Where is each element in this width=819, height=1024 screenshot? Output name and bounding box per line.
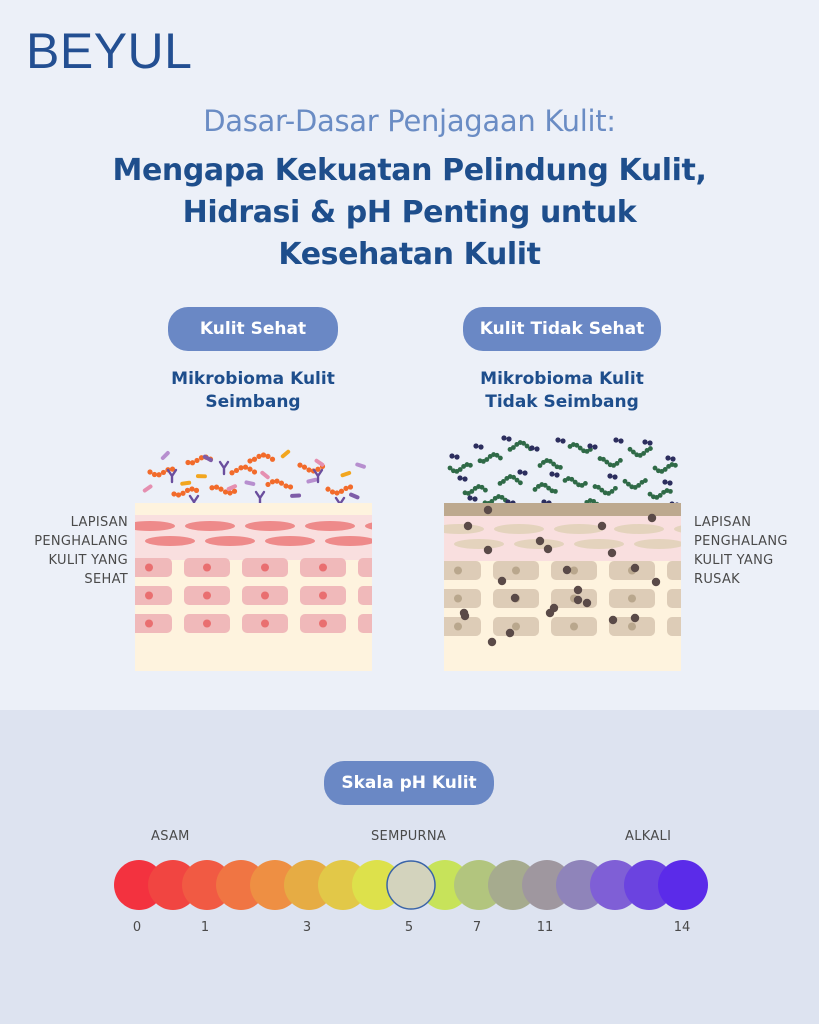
cell-nucleus: [319, 620, 327, 628]
bacteria-rod: [340, 470, 352, 477]
alkaline-label: ALKALI: [625, 829, 672, 844]
bacteria-dot: [472, 496, 477, 501]
healthy-microbiome-label: [123, 368, 383, 414]
ph-tick: 14: [673, 920, 691, 935]
bacteria-dot: [315, 467, 320, 472]
damage-particle: [544, 545, 552, 553]
bacteria-dot: [339, 489, 344, 494]
bacteria-dot: [449, 453, 454, 458]
bacteria-dot: [529, 445, 534, 450]
damage-particle: [563, 566, 571, 574]
bacteria-dot: [457, 475, 462, 480]
bacteria-dot: [670, 456, 675, 461]
bacteria-dot: [534, 446, 539, 451]
bacteria-dot: [587, 443, 592, 448]
bacteria-dot: [583, 481, 588, 486]
barrier-cell: [494, 524, 544, 534]
label-line: LAPISAN: [694, 515, 752, 530]
cell-nucleus: [454, 567, 462, 575]
damage-particle: [608, 549, 616, 557]
bacteria-dot: [214, 485, 219, 490]
healthy-skin-illustration: [130, 440, 380, 675]
barrier-layer: [444, 516, 681, 561]
damage-particle: [498, 577, 506, 585]
bacteria-dot: [189, 486, 194, 491]
bacteria-rod: [280, 449, 291, 459]
label-line: RUSAK: [694, 572, 740, 587]
bacteria-dot: [152, 472, 157, 477]
cell-nucleus: [454, 595, 462, 603]
bacteria-dot: [209, 485, 214, 490]
label-line: Mikrobioma Kulit: [480, 369, 644, 389]
skin-cell: [667, 589, 685, 608]
bacteria-dot: [667, 480, 672, 485]
damage-particle: [648, 514, 656, 522]
skin-cell: [667, 561, 685, 580]
bacteria-dot: [618, 438, 623, 443]
cell-nucleus: [145, 592, 153, 600]
title-line: Kesehatan Kulit: [278, 237, 541, 272]
bacteria-dot: [185, 460, 190, 465]
bacteria-dot: [247, 458, 252, 463]
bacteria-dot: [194, 458, 199, 463]
healthy-microbiome-bacteria: [142, 449, 366, 510]
bacteria-dot: [161, 470, 166, 475]
ph-tick: 1: [200, 920, 210, 935]
bacteria-dot: [558, 465, 563, 470]
bacteria-dot: [549, 471, 554, 476]
bacteria-dot: [325, 487, 330, 492]
bacteria-rod: [348, 492, 360, 500]
bacteria-dot: [662, 479, 667, 484]
page-title: [60, 150, 759, 276]
damage-particle: [484, 546, 492, 554]
cell-nucleus: [628, 595, 636, 603]
cell-nucleus: [377, 620, 380, 628]
bacteria-dot: [297, 463, 302, 468]
damage-particle: [464, 522, 472, 530]
bacteria-dot: [473, 443, 478, 448]
bacteria-dot: [467, 495, 472, 500]
damage-particle: [609, 616, 617, 624]
damaged-top-layer: [444, 503, 681, 516]
ph-perfect-dot: [387, 861, 435, 909]
ph-color-scale: [105, 855, 715, 917]
damage-particle: [631, 614, 639, 622]
bacteria-dot: [330, 489, 335, 494]
ph-tick: 3: [302, 920, 312, 935]
bacteria-dot: [613, 437, 618, 442]
skin-cell: [358, 586, 380, 605]
label-line: SEHAT: [84, 572, 128, 587]
bacteria-dot: [229, 470, 234, 475]
bacteria-rod: [306, 477, 318, 484]
label-line: KULIT YANG: [694, 553, 774, 568]
bacteria-dot: [252, 469, 257, 474]
bacteria-dot: [334, 490, 339, 495]
healthy-barrier-label: [20, 513, 128, 589]
bacteria-dot: [673, 463, 678, 468]
bacteria-dot: [518, 480, 523, 485]
brand-logo: BEYUL: [26, 23, 193, 79]
bacteria-dot: [592, 444, 597, 449]
bacteria-dot: [648, 446, 653, 451]
ph-tick: 11: [536, 920, 554, 935]
bacteria-dot: [147, 469, 152, 474]
label-line: PENGHALANG: [34, 534, 128, 549]
bacteria-dot: [227, 490, 232, 495]
bacteria-dot: [302, 465, 307, 470]
label-line: PENGHALANG: [694, 534, 788, 549]
bacteria-dot: [265, 482, 270, 487]
bacteria-dot: [190, 460, 195, 465]
bacteria-dot: [501, 435, 506, 440]
perfect-label: SEMPURNA: [371, 829, 447, 844]
damage-particle: [631, 564, 639, 572]
antibody-shape: [168, 470, 176, 482]
barrier-cell: [265, 536, 315, 546]
acid-label: ASAM: [151, 829, 190, 844]
bacteria-dot: [156, 472, 161, 477]
unhealthy-microbiome-label: [432, 368, 692, 414]
cell-nucleus: [570, 567, 578, 575]
cell-nucleus: [512, 623, 520, 631]
bacteria-dot: [218, 487, 223, 492]
bacteria-dot: [256, 454, 261, 459]
bacteria-dot: [506, 436, 511, 441]
antibody-shape: [220, 462, 228, 474]
damage-particle: [546, 609, 554, 617]
bacteria-dot: [194, 488, 199, 493]
bacteria-dot: [517, 469, 522, 474]
bacteria-rod: [314, 458, 325, 467]
cell-nucleus: [512, 567, 520, 575]
barrier-cell: [574, 539, 624, 549]
barrier-cell: [245, 521, 295, 531]
ph-tick: 5: [404, 920, 414, 935]
bacteria-dot: [288, 484, 293, 489]
ph-color-dot: [658, 860, 708, 910]
bacteria-dot: [607, 473, 612, 478]
damage-particle: [484, 506, 492, 514]
bacteria-rod: [196, 474, 207, 478]
damage-particle: [536, 537, 544, 545]
cell-nucleus: [203, 592, 211, 600]
ph-tick: 7: [472, 920, 482, 935]
cell-nucleus: [261, 620, 269, 628]
cell-nucleus: [319, 592, 327, 600]
barrier-cell: [325, 536, 375, 546]
damage-particle: [574, 586, 582, 594]
skin-cell: [358, 614, 380, 633]
bacteria-dot: [462, 476, 467, 481]
barrier-cell: [554, 524, 604, 534]
cell-nucleus: [145, 564, 153, 572]
damage-particle: [583, 599, 591, 607]
bacteria-dot: [274, 479, 279, 484]
cell-nucleus: [203, 620, 211, 628]
bacteria-rod: [160, 450, 171, 461]
bacteria-rod: [142, 484, 153, 494]
damage-particle: [488, 638, 496, 646]
bacteria-dot: [560, 438, 565, 443]
cell-nucleus: [570, 623, 578, 631]
ph-tick: 0: [132, 920, 142, 935]
skin-cell: [358, 558, 380, 577]
cell-nucleus: [454, 623, 462, 631]
bacteria-rod: [244, 480, 256, 486]
cell-nucleus: [261, 564, 269, 572]
bacteria-dot: [185, 488, 190, 493]
bacteria-dot: [238, 465, 243, 470]
bacteria-dot: [613, 486, 618, 491]
unhealthy-microbiome-bacteria: [448, 435, 680, 513]
bacteria-dot: [234, 468, 239, 473]
bacteria-rod: [180, 480, 191, 485]
bacteria-dot: [498, 456, 503, 461]
bacteria-dot: [261, 452, 266, 457]
unhealthy-skin-illustration: [440, 428, 685, 675]
bacteria-dot: [265, 454, 270, 459]
cell-nucleus: [377, 592, 380, 600]
damage-particle: [574, 596, 582, 604]
bacteria-dot: [555, 437, 560, 442]
bacteria-dot: [647, 440, 652, 445]
cell-nucleus: [145, 620, 153, 628]
bacteria-dot: [243, 465, 248, 470]
bacteria-dot: [171, 491, 176, 496]
barrier-cell: [614, 524, 664, 534]
bacteria-dot: [180, 491, 185, 496]
label-line: Seimbang: [205, 392, 301, 412]
bacteria-dot: [252, 457, 257, 462]
bacteria-dot: [483, 488, 488, 493]
bacteria-dot: [247, 467, 252, 472]
cell-nucleus: [377, 564, 380, 572]
bacteria-dot: [176, 492, 181, 497]
unhealthy-barrier-label: [694, 513, 804, 589]
page-subtitle: Dasar-Dasar Penjagaan Kulit:: [203, 104, 616, 138]
bacteria-dot: [270, 479, 275, 484]
bacteria-dot: [454, 454, 459, 459]
damage-particle: [506, 629, 514, 637]
cell-nucleus: [261, 592, 269, 600]
bacteria-rod: [259, 470, 270, 480]
title-line: Mengapa Kekuatan Pelindung Kulit,: [112, 153, 707, 188]
cell-nucleus: [203, 564, 211, 572]
barrier-cell: [185, 521, 235, 531]
barrier-cell: [305, 521, 355, 531]
cell-nucleus: [319, 564, 327, 572]
antibody-shape: [256, 492, 264, 504]
bacteria-dot: [232, 489, 237, 494]
label-line: LAPISAN: [70, 515, 128, 530]
unhealthy-skin-badge: Kulit Tidak Sehat: [463, 307, 661, 351]
bacteria-dot: [618, 458, 623, 463]
bacteria-rod: [355, 462, 367, 469]
label-line: KULIT YANG: [48, 553, 128, 568]
bacteria-dot: [343, 486, 348, 491]
bacteria-dot: [306, 467, 311, 472]
ph-scale-badge: Skala pH Kulit: [324, 761, 494, 805]
bacteria-dot: [612, 474, 617, 479]
damage-particle: [511, 594, 519, 602]
damage-particle: [461, 612, 469, 620]
skin-cell: [667, 617, 685, 636]
bacteria-dot: [279, 481, 284, 486]
barrier-cell: [634, 539, 684, 549]
bacteria-dot: [554, 472, 559, 477]
bacteria-dot: [283, 483, 288, 488]
bacteria-dot: [553, 489, 558, 494]
barrier-cell: [454, 539, 504, 549]
bacteria-dot: [348, 484, 353, 489]
title-line: Hidrasi & pH Penting untuk: [182, 195, 637, 230]
bacteria-dot: [643, 478, 648, 483]
bacteria-dot: [478, 444, 483, 449]
damage-particle: [652, 578, 660, 586]
barrier-cell: [205, 536, 255, 546]
bacteria-dot: [468, 463, 473, 468]
damage-particle: [598, 522, 606, 530]
bacteria-dot: [270, 457, 275, 462]
healthy-skin-badge: Kulit Sehat: [168, 307, 338, 351]
bacteria-rod: [290, 493, 301, 498]
bacteria-dot: [642, 439, 647, 444]
bacteria-dot: [522, 470, 527, 475]
label-line: Mikrobioma Kulit: [171, 369, 335, 389]
barrier-cell: [145, 536, 195, 546]
cell-nucleus: [628, 623, 636, 631]
label-line: Tidak Seimbang: [485, 392, 639, 412]
bacteria-dot: [668, 489, 673, 494]
bacteria-dot: [665, 455, 670, 460]
